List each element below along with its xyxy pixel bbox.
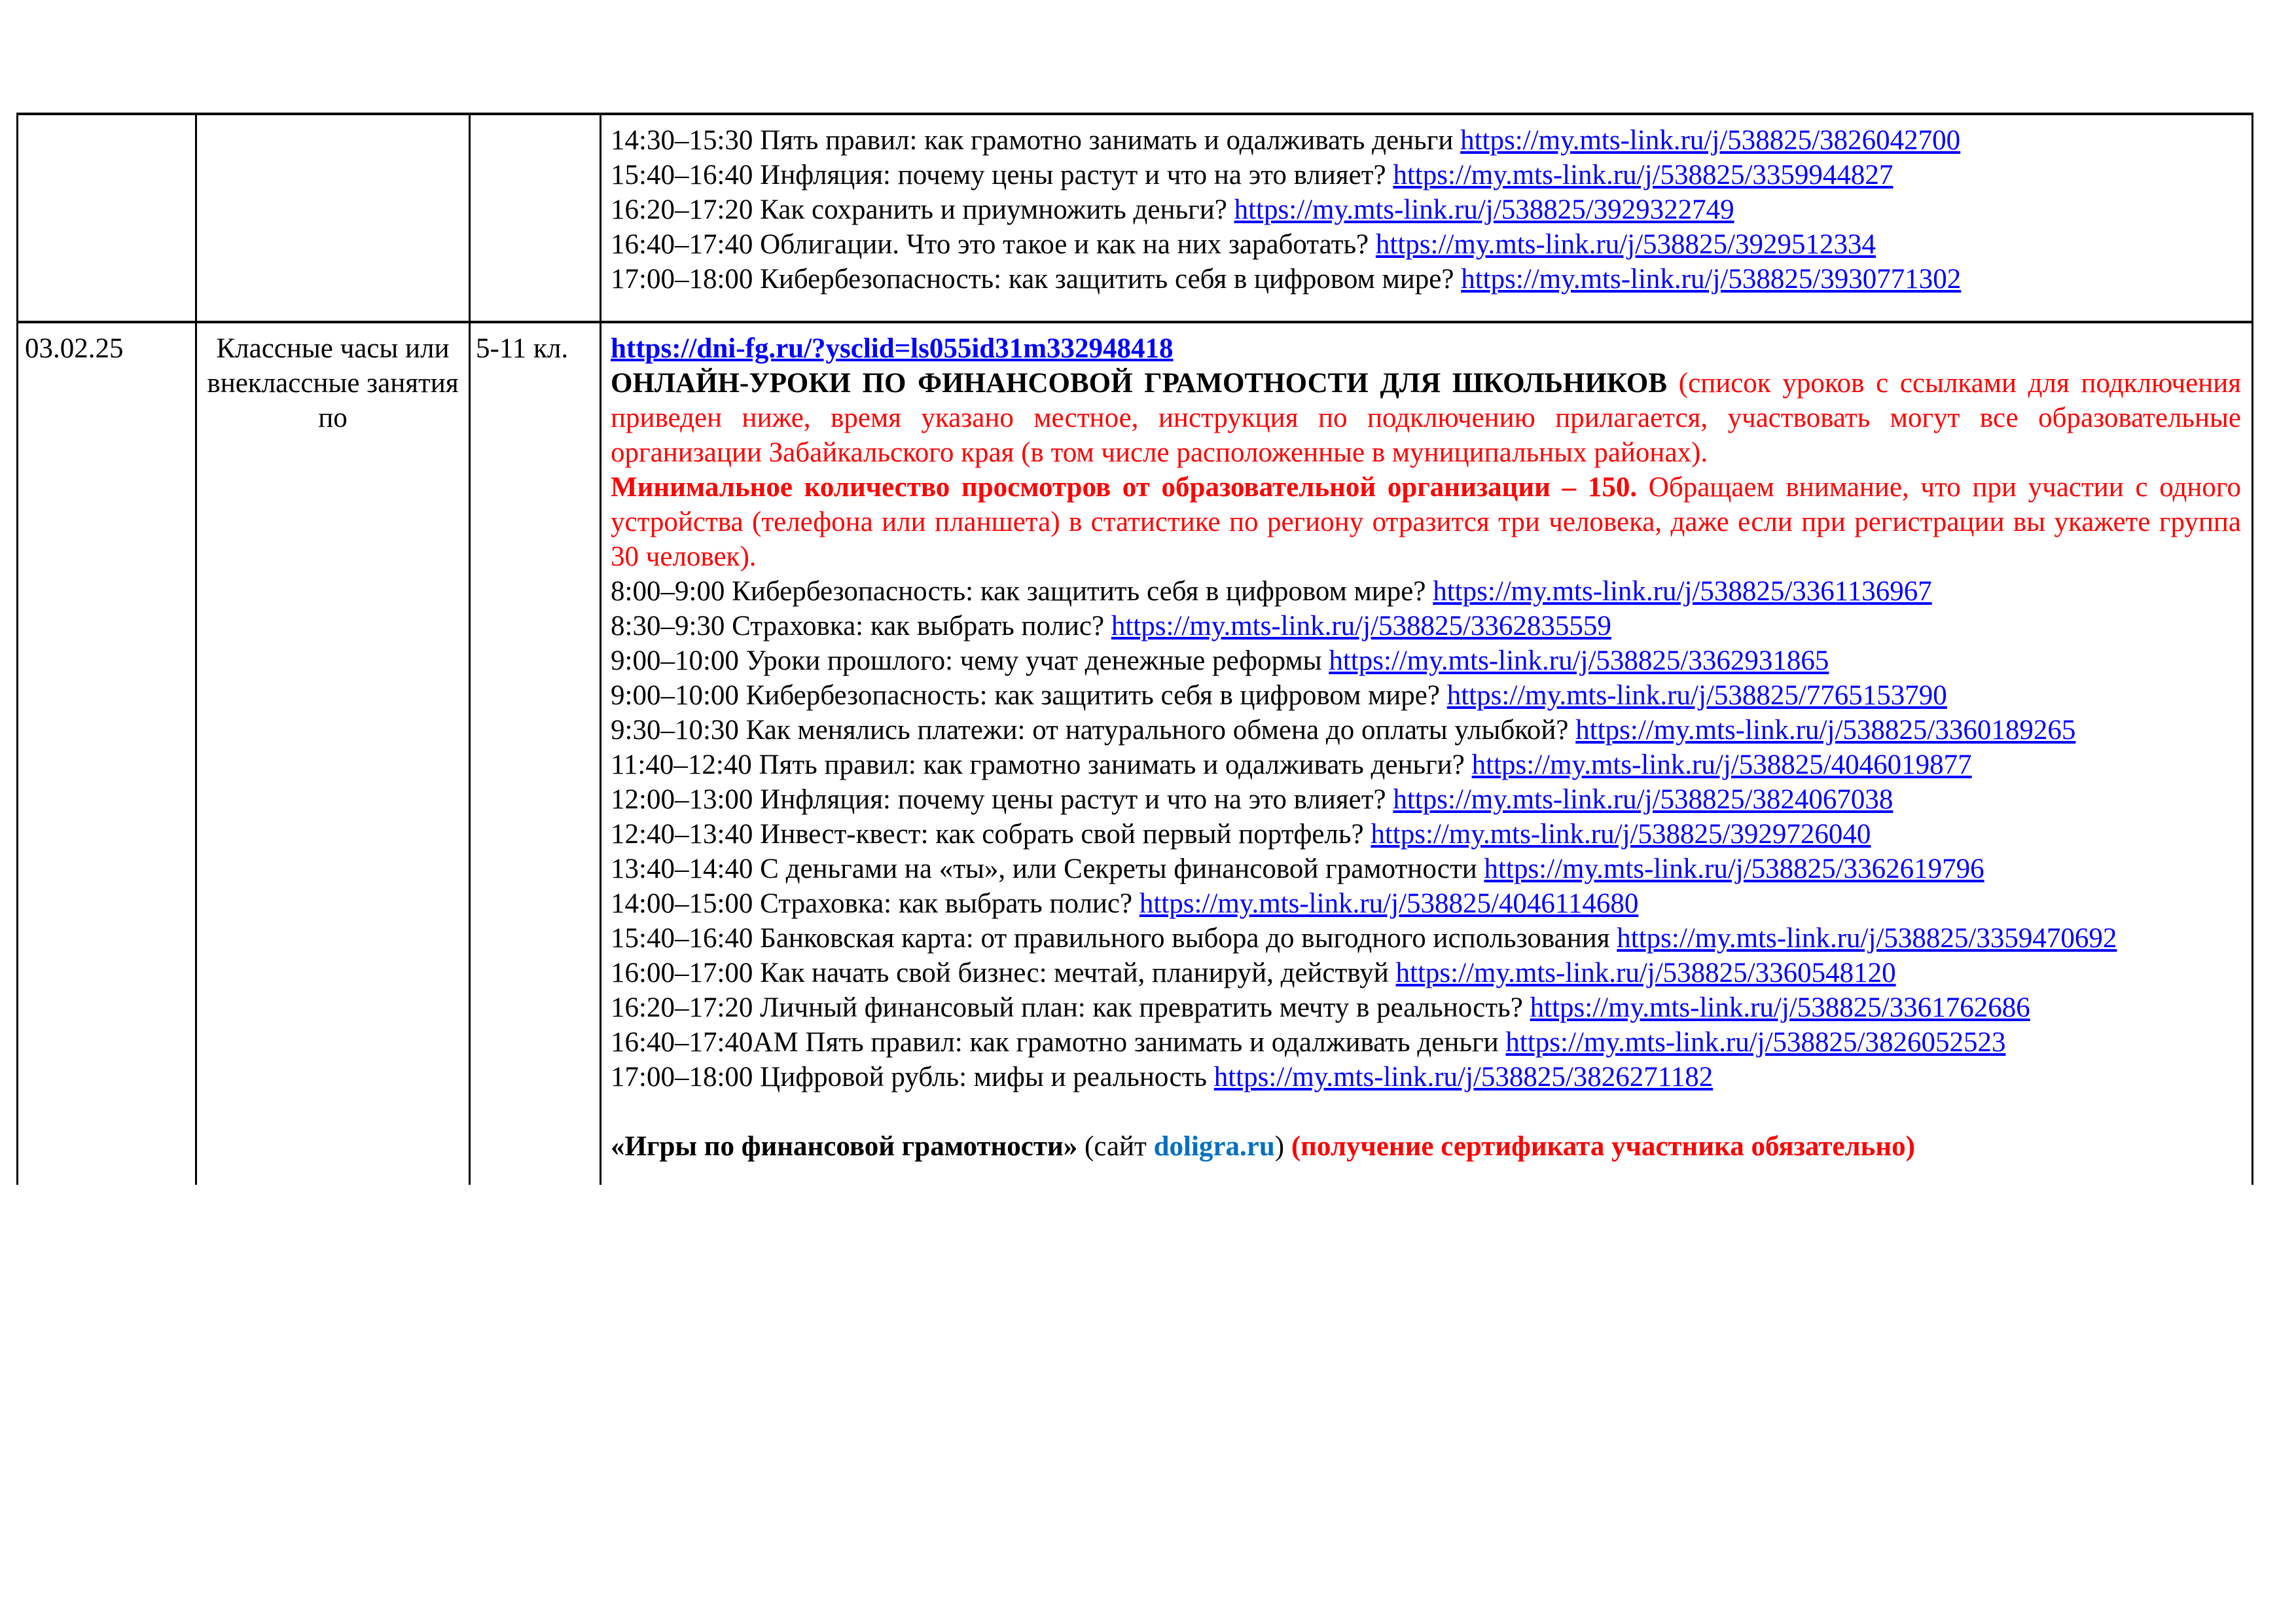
games-site-suffix: ) bbox=[1274, 1131, 1291, 1162]
schedule-line bbox=[611, 1025, 2241, 1060]
lesson-title: 16:40–17:40АМ Пять правил: как грамотно занимать и одалживать деньги bbox=[611, 1027, 1506, 1058]
grades-cell-empty bbox=[469, 115, 600, 321]
schedule-line bbox=[611, 748, 2241, 782]
lesson-title: 13:40–14:40 С деньгами на «ты», или Секреты финансовой грамотности bbox=[611, 854, 1484, 884]
event-type-text: Классные часы или внеклассные занятия по bbox=[207, 333, 459, 433]
lesson-title: 16:20–17:20 Личный финансовый план: как превратить мечту в реальность? bbox=[611, 992, 1530, 1023]
lesson-title: 16:20–17:20 Как сохранить и приумножить деньги? bbox=[611, 194, 1234, 225]
date-cell bbox=[16, 323, 195, 1185]
schedule-line bbox=[611, 227, 2241, 262]
games-title: «Игры по финансовой грамотности» bbox=[611, 1131, 1078, 1162]
lessons-cell bbox=[600, 323, 2253, 1185]
lesson-link[interactable]: https://my.mts-link.ru/j/538825/3359470692 bbox=[1617, 923, 2117, 954]
lesson-title: 14:00–15:00 Страховка: как выбрать полис? bbox=[611, 888, 1139, 919]
date-cell-empty bbox=[16, 115, 195, 321]
lesson-title: 17:00–18:00 Кибербезопасность: как защитить себя в цифровом мире? bbox=[611, 264, 1462, 295]
games-paragraph bbox=[611, 1129, 2241, 1164]
games-note-red: (получение сертификата участника обязательно) bbox=[1291, 1131, 1915, 1162]
lesson-title: 12:40–13:40 Инвест-квест: как собрать свой первый портфель? bbox=[611, 819, 1371, 850]
schedule-line bbox=[611, 643, 2241, 678]
lesson-link[interactable]: https://my.mts-link.ru/j/538825/7765153790 bbox=[1446, 680, 1947, 711]
lesson-link[interactable]: https://my.mts-link.ru/j/538825/3361136967 bbox=[1433, 576, 1932, 607]
schedule-table bbox=[16, 113, 2253, 1185]
schedule-line bbox=[611, 817, 2241, 852]
grades-cell bbox=[469, 323, 600, 1185]
lesson-link[interactable]: https://my.mts-link.ru/j/538825/3360548120 bbox=[1395, 958, 1896, 988]
lesson-link[interactable]: https://my.mts-link.ru/j/538825/3929322749 bbox=[1234, 194, 1734, 225]
schedule-line bbox=[611, 713, 2241, 748]
grades-value: 5-11 кл. bbox=[476, 333, 569, 364]
schedule-line bbox=[611, 262, 2241, 297]
online-lessons-title: ОНЛАЙН-УРОКИ ПО ФИНАНСОВОЙ ГРАМОТНОСТИ ДЛЯ ШКОЛЬНИКОВ bbox=[611, 368, 1668, 399]
lesson-title: 16:40–17:40 Облигации. Что это такое и как на них заработать? bbox=[611, 229, 1376, 260]
lesson-link[interactable]: https://my.mts-link.ru/j/538825/3360189265 bbox=[1575, 715, 2076, 746]
intro-note-red: (список уроков с ссылками для подключения приведен ниже, время указано местное, инструкция по подключению прилагается, участвовать могут все образовательные организации Забайкальского края (в том числе расположенные в муниципальных районах). bbox=[611, 368, 2241, 468]
lesson-title: 14:30–15:30 Пять правил: как грамотно занимать и одалживать деньги bbox=[611, 125, 1461, 156]
event-type-cell-empty bbox=[195, 115, 469, 321]
lessons-cell bbox=[600, 115, 2253, 321]
lesson-title: 11:40–12:40 Пять правил: как грамотно занимать и одалживать деньги? bbox=[611, 749, 1472, 780]
min-views-note: Обращаем внимание, что при участии с одного устройства (телефона или планшета) в статистике по региону отразится три человека, даже если при регистрации вы укажете группа 30 человек). bbox=[611, 472, 2241, 572]
schedule-line bbox=[611, 990, 2241, 1025]
min-views-bold: Минимальное количество просмотров от образовательной организации – 150. bbox=[611, 472, 1638, 503]
lesson-link[interactable]: https://my.mts-link.ru/j/538825/3826042700 bbox=[1460, 125, 1961, 156]
schedule-line bbox=[611, 921, 2241, 956]
lesson-link[interactable]: https://my.mts-link.ru/j/538825/3362835559 bbox=[1111, 611, 1611, 641]
doligra-link[interactable]: doligra.ru bbox=[1153, 1131, 1275, 1162]
lesson-title: 17:00–18:00 Цифровой рубль: мифы и реальность bbox=[611, 1062, 1214, 1092]
schedule-line bbox=[611, 158, 2241, 192]
lesson-link[interactable]: https://my.mts-link.ru/j/538825/3362931865 bbox=[1329, 645, 1829, 676]
lesson-link[interactable]: https://my.mts-link.ru/j/538825/3361762686 bbox=[1530, 992, 2030, 1023]
schedule-line bbox=[611, 609, 2241, 643]
lesson-title: 12:00–13:00 Инфляция: почему цены растут и что на это влияет? bbox=[611, 784, 1393, 815]
lesson-link[interactable]: https://my.mts-link.ru/j/538825/3362619796 bbox=[1484, 854, 1984, 884]
main-site-line bbox=[611, 331, 2241, 366]
lesson-link[interactable]: https://my.mts-link.ru/j/538825/3826052523 bbox=[1505, 1027, 2006, 1058]
lesson-link[interactable]: https://my.mts-link.ru/j/538825/3929726040 bbox=[1371, 819, 1871, 850]
lesson-title: 9:00–10:00 Кибербезопасность: как защитить себя в цифровом мире? bbox=[611, 680, 1447, 711]
lesson-link[interactable]: https://my.mts-link.ru/j/538825/3826271182 bbox=[1213, 1062, 1713, 1092]
lesson-link[interactable]: https://my.mts-link.ru/j/538825/4046114680 bbox=[1139, 888, 1639, 919]
event-type-cell bbox=[195, 323, 469, 1185]
schedule-line bbox=[611, 574, 2241, 609]
lesson-link[interactable]: https://my.mts-link.ru/j/538825/3930771302 bbox=[1461, 264, 1962, 295]
lesson-link[interactable]: https://my.mts-link.ru/j/538825/3824067038 bbox=[1393, 784, 1893, 815]
schedule-line bbox=[611, 123, 2241, 158]
table-row-03-02-25 bbox=[16, 323, 2253, 1185]
lesson-link[interactable]: https://my.mts-link.ru/j/538825/4046019877 bbox=[1471, 749, 1972, 780]
lesson-title: 15:40–16:40 Инфляция: почему цены растут и что на это влияет? bbox=[611, 160, 1393, 190]
lesson-title: 9:00–10:00 Уроки прошлого: чему учат денежные реформы bbox=[611, 645, 1329, 676]
date-value: 03.02.25 bbox=[25, 333, 124, 364]
lesson-title: 16:00–17:00 Как начать свой бизнес: мечтай, планируй, действуй bbox=[611, 958, 1396, 988]
schedule-line bbox=[611, 886, 2241, 921]
lesson-title: 15:40–16:40 Банковская карта: от правильного выбора до выгодного использования bbox=[611, 923, 1617, 954]
schedule-line bbox=[611, 782, 2241, 817]
min-views-paragraph bbox=[611, 470, 2241, 574]
intro-paragraph bbox=[611, 366, 2241, 470]
schedule-line bbox=[611, 678, 2241, 713]
dni-fg-link[interactable]: https://dni-fg.ru/?ysclid=ls055id31m332948418 bbox=[611, 333, 1174, 364]
schedule-line bbox=[611, 852, 2241, 886]
schedule-line bbox=[611, 956, 2241, 990]
lesson-title: 9:30–10:30 Как менялись платежи: от натурального обмена до оплаты улыбкой? bbox=[611, 715, 1576, 746]
schedule-line bbox=[611, 1060, 2241, 1094]
lesson-title: 8:30–9:30 Страховка: как выбрать полис? bbox=[611, 611, 1111, 641]
schedule-line bbox=[611, 192, 2241, 227]
games-site-prefix: (сайт bbox=[1077, 1131, 1154, 1162]
lesson-link[interactable]: https://my.mts-link.ru/j/538825/3359944827 bbox=[1393, 160, 1893, 190]
lesson-link[interactable]: https://my.mts-link.ru/j/538825/3929512334 bbox=[1375, 229, 1876, 260]
table-row-continuation bbox=[16, 115, 2253, 323]
lesson-title: 8:00–9:00 Кибербезопасность: как защитить себя в цифровом мире? bbox=[611, 576, 1433, 607]
